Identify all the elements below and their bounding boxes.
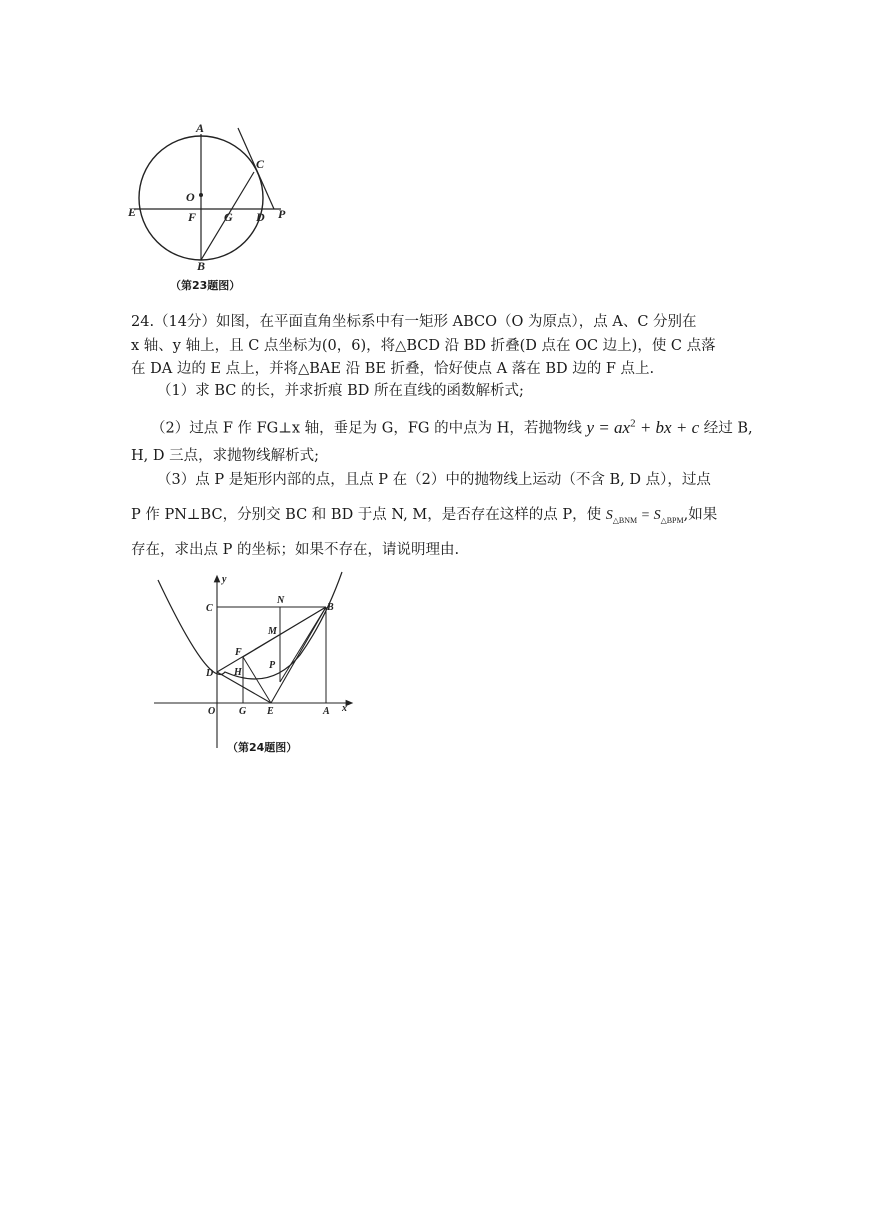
label-G: G xyxy=(239,706,247,717)
figure-24-caption: （第24题图） xyxy=(227,741,298,754)
label-P: P xyxy=(278,207,286,221)
question-2-text-end: 经过 B, xyxy=(703,420,753,437)
label-D: D xyxy=(206,668,214,679)
coordinate-diagram xyxy=(150,570,360,750)
figure-24 xyxy=(150,570,360,750)
label-C: C xyxy=(206,603,213,614)
label-y: y xyxy=(222,574,227,585)
label-A: A xyxy=(196,121,205,135)
question-3-text: P 作 PN⊥BC，分别交 BC 和 BD 于点 N, M，是否存在这样的点 P，使 xyxy=(131,507,602,523)
label-B: B xyxy=(327,602,334,613)
problem-24-line-2: x 轴、y 轴上，且 C 点坐标为(0，6)，将△BCD 沿 BD 折叠(D 点在 OC 边上)，使 C 点落 xyxy=(131,338,716,354)
label-G: G xyxy=(224,210,233,224)
label-M: M xyxy=(268,626,277,637)
problem-24-line-1: 24.（14分）如图，在平面直角坐标系中有一矩形 ABCO（O 为原点），点 A、C 分别在 xyxy=(131,314,697,330)
label-B: B xyxy=(197,259,206,270)
label-N: N xyxy=(277,595,285,606)
label-H: H xyxy=(234,667,242,678)
circle-diagram xyxy=(126,120,296,270)
question-3-line-1: （3）点 P 是矩形内部的点，且点 P 在（2）中的抛物线上运动（不含 B, D 点），过点 xyxy=(157,472,711,488)
label-D: D xyxy=(256,210,265,224)
question-3-line-2 xyxy=(131,505,717,531)
label-x: x xyxy=(342,703,347,714)
label-F: F xyxy=(188,210,197,224)
question-2-line-2: H, D 三点，求抛物线解析式; xyxy=(131,448,319,464)
label-O: O xyxy=(186,190,195,204)
label-C: C xyxy=(256,157,265,171)
figure-23-caption: （第23题图） xyxy=(170,279,241,292)
question-3-text-end: ,如果 xyxy=(683,507,718,523)
figure-23 xyxy=(126,120,296,270)
label-F: F xyxy=(235,647,242,658)
question-3-line-3: 存在，求出点 P 的坐标；如果不存在，请说明理由. xyxy=(131,542,460,558)
question-2-line-1 xyxy=(151,413,753,439)
label-A: A xyxy=(323,706,330,717)
label-E: E xyxy=(267,706,274,717)
question-2-text: （2）过点 F 作 FG⊥x 轴，垂足为 G，FG 的中点为 H，若抛物线 xyxy=(151,420,582,437)
area-equation: $S_{\triangle BNM} = S_{\triangle BPM}$ xyxy=(605,508,684,525)
problem-24-line-3: 在 DA 边的 E 点上，并将△BAE 沿 BE 折叠，恰好使点 A 落在 BD 边的 F 点上. xyxy=(131,361,655,377)
label-E: E xyxy=(128,205,137,219)
label-O: O xyxy=(208,706,216,717)
label-P: P xyxy=(269,660,276,671)
parabola-equation: $y = ax^2$ + bx + c xyxy=(586,417,700,437)
question-1: （1）求 BC 的长，并求折痕 BD 所在直线的函数解析式; xyxy=(157,383,524,399)
